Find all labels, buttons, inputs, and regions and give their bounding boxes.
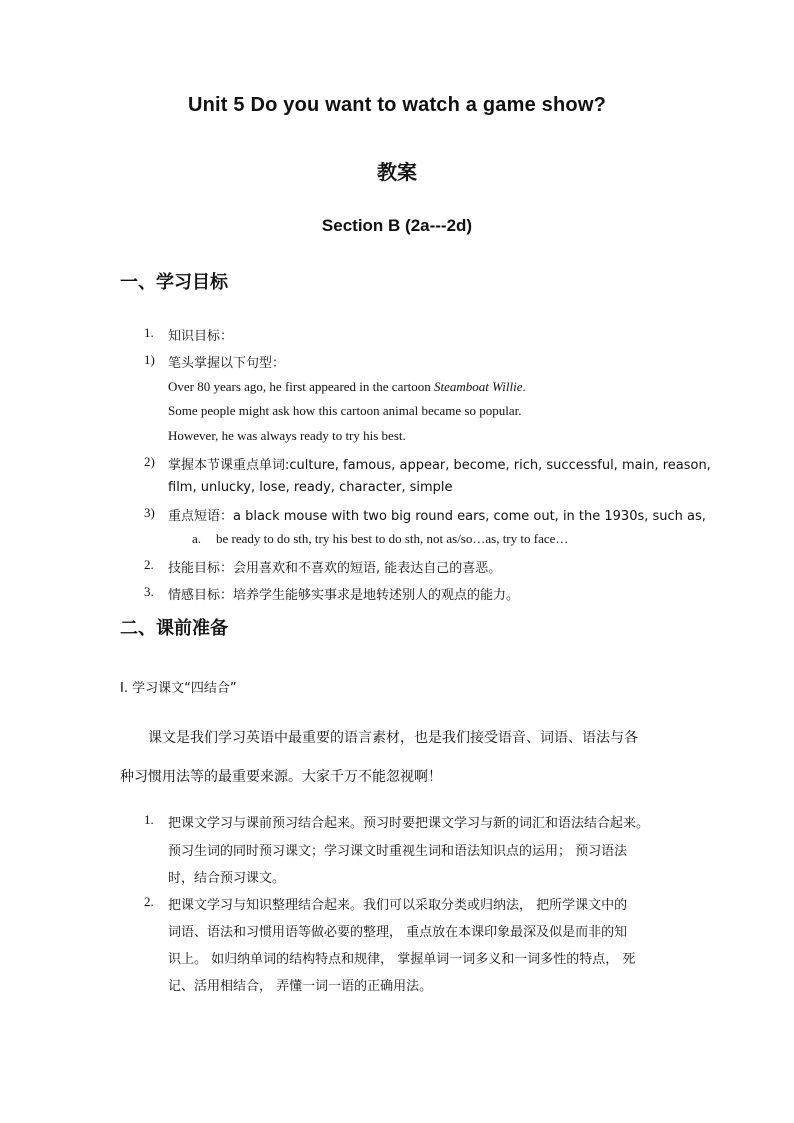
list-marker: a. <box>192 531 202 546</box>
intro-paragraph-line: 种习惯用法等的最重要来源。大家千万不能忽视啊！ <box>120 769 442 785</box>
intro-paragraph-line: 课文是我们学习英语中最重要的语言素材，也是我们接受语音、词语、语法与各 <box>148 730 638 746</box>
example-sentence <box>168 379 526 395</box>
paragraph-line: 把课文学习与知识整理结合起来。我们可以采取分类或归纳法， 把所学课文中的 <box>168 898 628 913</box>
document-title: Unit 5 Do you want to watch a game show? <box>187 94 607 116</box>
paragraph-line: 时，结合预习课文。 <box>168 871 286 886</box>
key-words-line: film, unlucky, lose, ready, character, simple <box>168 480 453 495</box>
list-marker: 2. <box>144 557 154 572</box>
paragraph-line: 识上。 如归纳单词的结构特点和规律， 掌握单词一词多义和一词多性的特点， 死 <box>168 952 636 967</box>
list-marker: 2. <box>144 894 154 909</box>
list-marker: 1. <box>144 812 154 827</box>
heading-preparation: 二、课前准备 <box>120 618 228 639</box>
list-marker: 2) <box>144 454 155 469</box>
list-item-label: 知识目标： <box>168 329 234 344</box>
list-marker: 1. <box>144 325 154 340</box>
key-phrases-line: be ready to do sth, try his best to do sth, not as/so…as, try to face… <box>216 531 569 546</box>
example-sentence: Some people might ask how this cartoon animal became so popular. <box>168 403 522 418</box>
key-words-line: 掌握本节课重点单词:culture, famous, appear, become, rich, successful, main, reason, <box>168 458 711 473</box>
paragraph-line: 词语、语法和习惯用语等做必要的整理， 重点放在本课印象最深及似是而非的知 <box>168 925 628 940</box>
sentence-text: Over 80 years ago, he first appeared in the cartoon <box>168 379 435 394</box>
list-marker: 3) <box>144 505 155 520</box>
sentence-text: . <box>522 379 526 394</box>
sentence-italic: Steamboat Willie <box>434 379 523 394</box>
key-phrases-line: 重点短语：a black mouse with two big round ears, come out, in the 1930s, such as, <box>168 509 706 524</box>
section-label: Section B (2a---2d) <box>321 216 473 235</box>
heading-learning-goals: 一、学习目标 <box>120 272 228 293</box>
list-item-text: 技能目标：会用喜欢和不喜欢的短语, 能表达自己的喜恶。 <box>168 561 502 576</box>
list-item-text: 情感目标：培养学生能够实事求是地转述别人的观点的能力。 <box>168 588 520 603</box>
list-marker: 3. <box>144 584 154 599</box>
list-marker: 1) <box>144 352 155 367</box>
paragraph-line: 预习生词的同时预习课文；学习课文时重视生词和语法知识点的运用； 预习语法 <box>168 844 628 859</box>
paragraph-line: 把课文学习与课前预习结合起来。预习时要把课文学习与新的词汇和语法结合起来。 <box>168 816 650 831</box>
paragraph-line: 记、活用相结合， 弄懂一词一语的正确用法。 <box>168 979 433 994</box>
part-label: I. 学习课文“四结合” <box>120 681 237 696</box>
list-item-label: 笔头掌握以下句型： <box>168 356 286 371</box>
example-sentence: However, he was always ready to try his best. <box>168 428 406 443</box>
document-subtitle: 教案 <box>377 160 417 184</box>
